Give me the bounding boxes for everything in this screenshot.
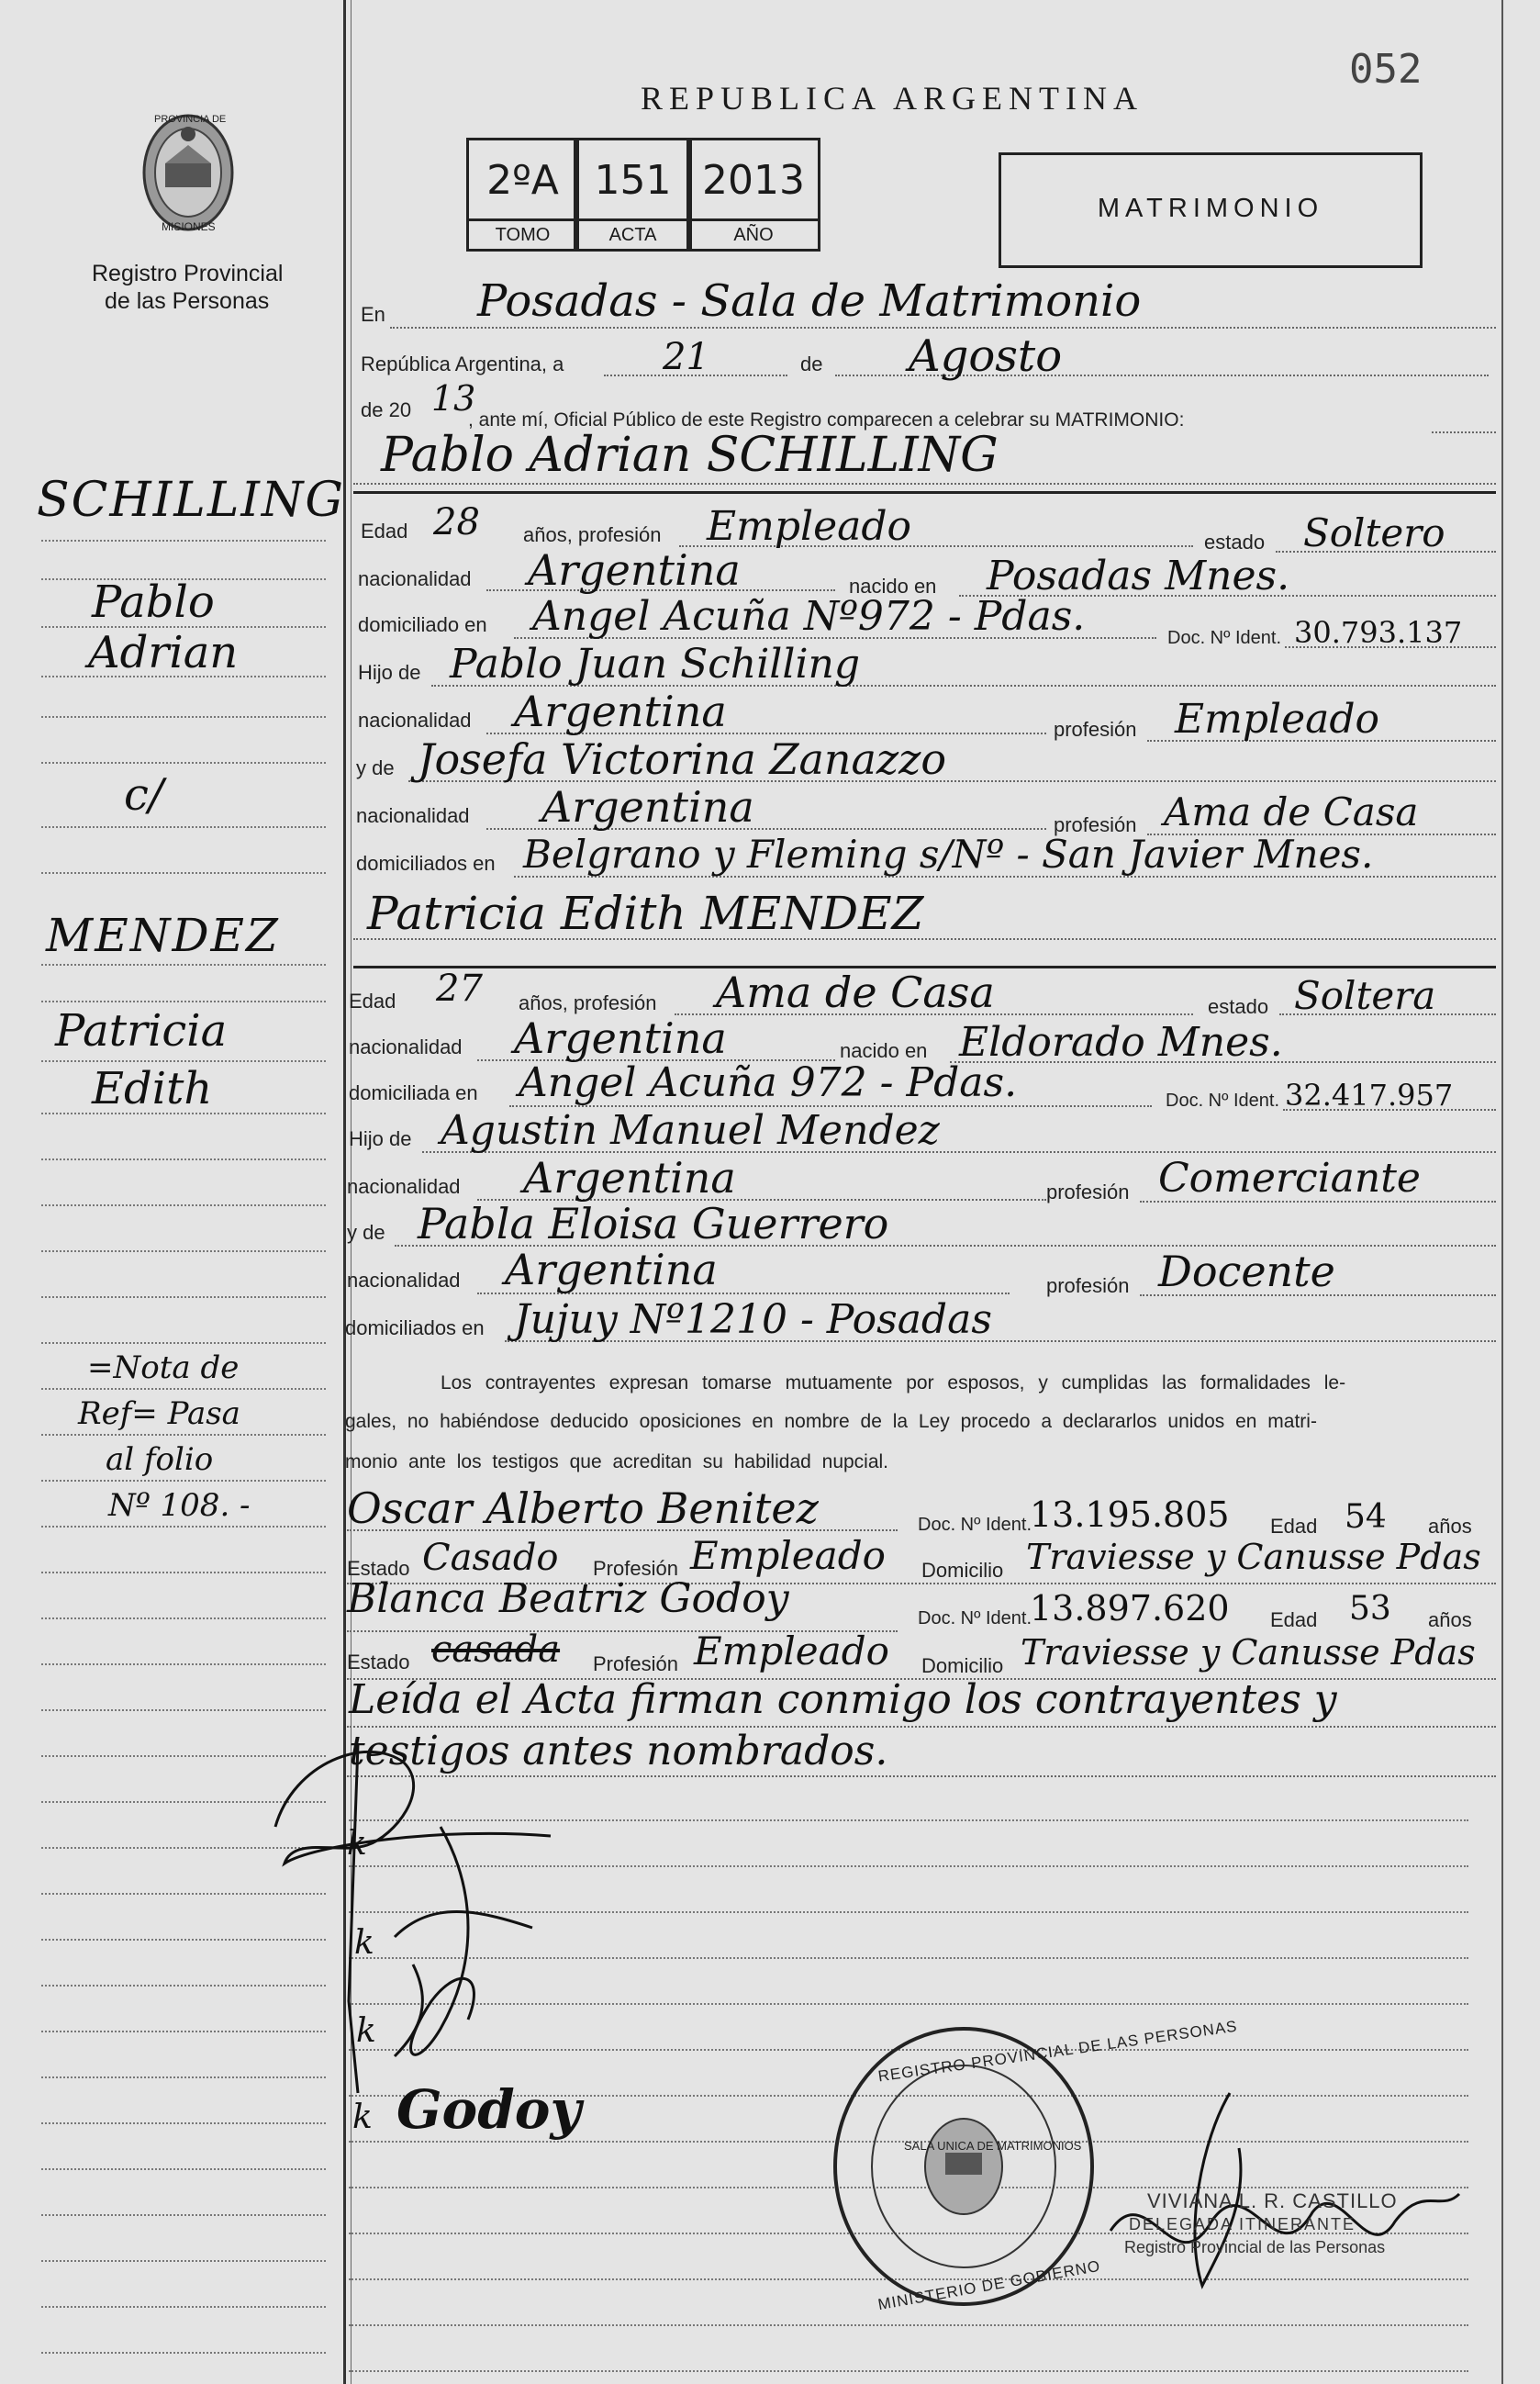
- groom-doc: 30.793.137: [1294, 615, 1463, 650]
- bride-mother-prof-label: profesión: [1046, 1274, 1130, 1297]
- groom-estado-label: estado: [1204, 531, 1266, 554]
- witness2-age: 53: [1349, 1590, 1391, 1628]
- margin-connector: c/: [124, 769, 164, 821]
- groom-father-nat: Argentina: [514, 687, 727, 736]
- groom-father: Pablo Juan Schilling: [450, 641, 861, 688]
- groom-estado: Soltero: [1303, 510, 1445, 555]
- witness2-dom-label: Domicilio: [921, 1654, 1004, 1677]
- groom-domicile: Angel Acuña Nº972 - Pdas.: [532, 593, 1086, 640]
- groom-mother: Josefa Victorina Zanazzo: [418, 734, 947, 784]
- groom-doc-label: Doc. Nº Ident.: [1167, 628, 1282, 648]
- republic-label: República Argentina, a: [361, 353, 564, 375]
- intro-statement: , ante mí, Oficial Público de este Registro comparecen a celebrar su MATRIMONIO:: [468, 409, 1185, 431]
- witness1-anos-label: años: [1428, 1515, 1472, 1538]
- witness2-domicile: Traviesse y Canusse Pdas: [1021, 1632, 1476, 1673]
- year-prefix: de 20: [361, 398, 412, 421]
- margin-groom-surname: SCHILLING: [37, 473, 345, 528]
- witness2-name: Blanca Beatriz Godoy: [347, 1575, 789, 1622]
- groom-parents-dom-label: domiciliados en: [356, 852, 496, 875]
- groom-parents-dom: Belgrano y Fleming s/Nº - San Javier Mnes.: [523, 832, 1374, 877]
- registry-name-1: Registro Provincial: [92, 261, 284, 286]
- bride-nationality: Argentina: [514, 1013, 727, 1063]
- witness1-name: Oscar Alberto Benitez: [347, 1483, 819, 1533]
- act-type-label: MATRIMONIO: [1097, 194, 1324, 223]
- bride-anos-label: años, profesión: [519, 991, 657, 1014]
- groom-mother-prof: Ama de Casa: [1164, 789, 1419, 834]
- groom-nacido-label: nacido en: [849, 575, 937, 598]
- officer-name: VIVIANA L. R. CASTILLO: [1147, 2189, 1398, 2212]
- witness2-prof-label: Profesión: [593, 1652, 678, 1675]
- margin-note-4: Nº 108. -: [108, 1487, 251, 1524]
- margin-bride-name1: Patricia: [55, 1005, 228, 1057]
- tomo-value: 2ºA: [486, 157, 559, 204]
- bride-parents-dom: Jujuy Nº1210 - Posadas: [514, 1296, 992, 1343]
- en-label: En: [361, 303, 385, 326]
- witness2-doc: 13.897.620: [1030, 1588, 1230, 1629]
- acta-value: 151: [594, 157, 672, 204]
- signature-godoy: Godoy: [396, 2078, 582, 2141]
- right-border: [1501, 0, 1503, 2384]
- page-number: 052: [1349, 46, 1423, 93]
- year-suffix: 13: [431, 378, 476, 419]
- ano-value: 2013: [702, 157, 805, 204]
- stamp-inner-text: SALA UNICA DE MATRIMONIOS: [904, 2139, 1082, 2153]
- bride-edad-label: Edad: [349, 990, 396, 1013]
- bride-domicile: Angel Acuña 972 - Pdas.: [519, 1059, 1018, 1106]
- groom-mother-nat-label: nacionalidad: [356, 804, 470, 827]
- signature-mark-1: k: [347, 1825, 367, 1863]
- month-value: Agosto: [909, 330, 1063, 382]
- groom-father-nat-label: nacionalidad: [358, 709, 472, 732]
- bride-father-label: Hijo de: [349, 1127, 412, 1150]
- bride-full-name: Patricia Edith MENDEZ: [367, 887, 924, 940]
- witness2-profession: Empleado: [694, 1629, 889, 1673]
- bride-dom-label: domiciliada en: [349, 1081, 478, 1104]
- acta-box: [574, 138, 692, 252]
- tomo-label: TOMO: [469, 218, 576, 249]
- bride-father-nat: Argentina: [523, 1153, 736, 1203]
- closing-line-2: testigos antes nombrados.: [349, 1728, 888, 1774]
- groom-age: 28: [433, 501, 480, 543]
- de-label: de: [800, 353, 823, 375]
- signature-scribbles: [257, 1726, 587, 2130]
- bride-father: Agustin Manuel Mendez: [441, 1107, 940, 1154]
- margin-groom-name1: Pablo: [92, 576, 215, 628]
- bride-father-nat-label: nacionalidad: [347, 1175, 461, 1198]
- seal-text-bottom: MISIONES: [162, 220, 216, 233]
- groom-separator: [353, 491, 1496, 494]
- margin-note-1: =Nota de: [87, 1349, 240, 1386]
- witness1-dom-label: Domicilio: [921, 1559, 1004, 1582]
- groom-anos-label: años, profesión: [523, 523, 662, 546]
- ano-label: AÑO: [689, 218, 818, 249]
- margin-groom-name2: Adrian: [88, 627, 239, 678]
- bride-mother: Pabla Eloisa Guerrero: [418, 1199, 889, 1248]
- bride-doc: 32.417.957: [1285, 1078, 1454, 1113]
- declaration-line-3: monio ante los testigos que acreditan su habilidad nupcial.: [345, 1451, 889, 1472]
- witness1-edad-label: Edad: [1270, 1515, 1318, 1538]
- stamp-outer-text: REGISTRO PROVINCIAL DE LAS PERSONAS: [876, 2017, 1239, 2086]
- bride-birthplace: Eldorado Mnes.: [959, 1019, 1283, 1066]
- officer-org: Registro Provincial de las Personas: [1124, 2238, 1386, 2256]
- witness1-doc: 13.195.805: [1030, 1494, 1230, 1535]
- bride-nacido-label: nacido en: [840, 1039, 928, 1062]
- groom-mother-prof-label: profesión: [1054, 813, 1137, 836]
- officer-title: DELEGADA ITINERANTE: [1129, 2215, 1356, 2233]
- groom-nationality: Argentina: [528, 545, 741, 595]
- bride-profession: Ama de Casa: [716, 968, 995, 1017]
- signature-mark-3: k: [356, 2012, 376, 2050]
- bride-nac-label: nacionalidad: [349, 1035, 463, 1058]
- declaration-line-2: gales, no habiéndose deducido oposiciones en nombre de la Ley procedo a declararlos unidos en matri-: [345, 1411, 1317, 1432]
- groom-mother-label: y de: [356, 756, 395, 779]
- witness1-age: 54: [1345, 1498, 1387, 1536]
- act-type-box: [999, 152, 1423, 268]
- registry-name-2: de las Personas: [105, 288, 270, 314]
- witness1-doc-label: Doc. Nº Ident.: [918, 1515, 1032, 1535]
- witness1-estado-label: Estado: [347, 1557, 410, 1580]
- bride-father-prof: Comerciante: [1158, 1155, 1421, 1202]
- bride-parents-dom-label: domiciliados en: [345, 1316, 485, 1339]
- closing-line-1: Leída el Acta firman conmigo los contrayentes y: [349, 1676, 1337, 1723]
- bride-mother-prof: Docente: [1158, 1247, 1335, 1296]
- witness1-estado: Casado: [422, 1537, 559, 1579]
- witness1-prof-label: Profesión: [593, 1557, 678, 1580]
- witness2-estado: casada: [431, 1629, 561, 1671]
- signature-mark-4: k: [352, 2099, 373, 2136]
- groom-father-label: Hijo de: [358, 661, 421, 684]
- groom-mother-nat: Argentina: [541, 782, 754, 832]
- groom-father-prof-label: profesión: [1054, 718, 1137, 741]
- groom-full-name: Pablo Adrian SCHILLING: [381, 428, 999, 483]
- witness2-edad-label: Edad: [1270, 1608, 1318, 1631]
- declaration-line-1: Los contrayentes expresan tomarse mutuamente por esposos, y cumplidas las formalidades le-: [441, 1372, 1346, 1393]
- bride-mother-nat: Argentina: [505, 1245, 718, 1294]
- bride-mother-nat-label: nacionalidad: [347, 1269, 461, 1292]
- witness1-domicile: Traviesse y Canusse Pdas: [1026, 1537, 1481, 1577]
- bride-estado: Soltera: [1294, 973, 1436, 1018]
- acta-label: ACTA: [576, 218, 689, 249]
- tomo-box: [466, 138, 579, 252]
- witness2-estado-label: Estado: [347, 1651, 410, 1673]
- bride-age: 27: [436, 968, 483, 1010]
- bride-father-prof-label: profesión: [1046, 1181, 1130, 1203]
- groom-father-prof: Empleado: [1175, 696, 1380, 743]
- groom-edad-label: Edad: [361, 520, 408, 543]
- bride-mother-label: y de: [347, 1221, 385, 1244]
- groom-nac-label: nacionalidad: [358, 567, 472, 590]
- margin-note-3: al folio: [106, 1441, 214, 1478]
- margin-note-2: Ref= Pasa: [78, 1395, 240, 1432]
- witness2-anos-label: años: [1428, 1608, 1472, 1631]
- bride-doc-label: Doc. Nº Ident.: [1166, 1091, 1280, 1111]
- ano-box: [686, 138, 820, 252]
- groom-profession: Empleado: [707, 503, 912, 550]
- groom-dom-label: domiciliado en: [358, 613, 487, 636]
- margin-bride-name2: Edith: [92, 1063, 213, 1114]
- day-value: 21: [663, 336, 709, 378]
- country-title: REPUBLICA ARGENTINA: [641, 80, 1144, 117]
- signature-mark-2: k: [354, 1924, 374, 1962]
- stamp-bottom-text: MINISTERIO DE GOBIERNO: [876, 2256, 1102, 2314]
- bride-estado-label: estado: [1208, 995, 1269, 1018]
- groom-birthplace: Posadas Mnes.: [987, 553, 1290, 599]
- margin-bride-surname: MENDEZ: [46, 909, 280, 962]
- witness1-profession: Empleado: [690, 1533, 886, 1578]
- seal-text-top: PROVINCIA DE: [154, 114, 227, 125]
- place-value: Posadas - Sala de Matrimonio: [477, 275, 1142, 327]
- witness2-doc-label: Doc. Nº Ident.: [918, 1608, 1032, 1629]
